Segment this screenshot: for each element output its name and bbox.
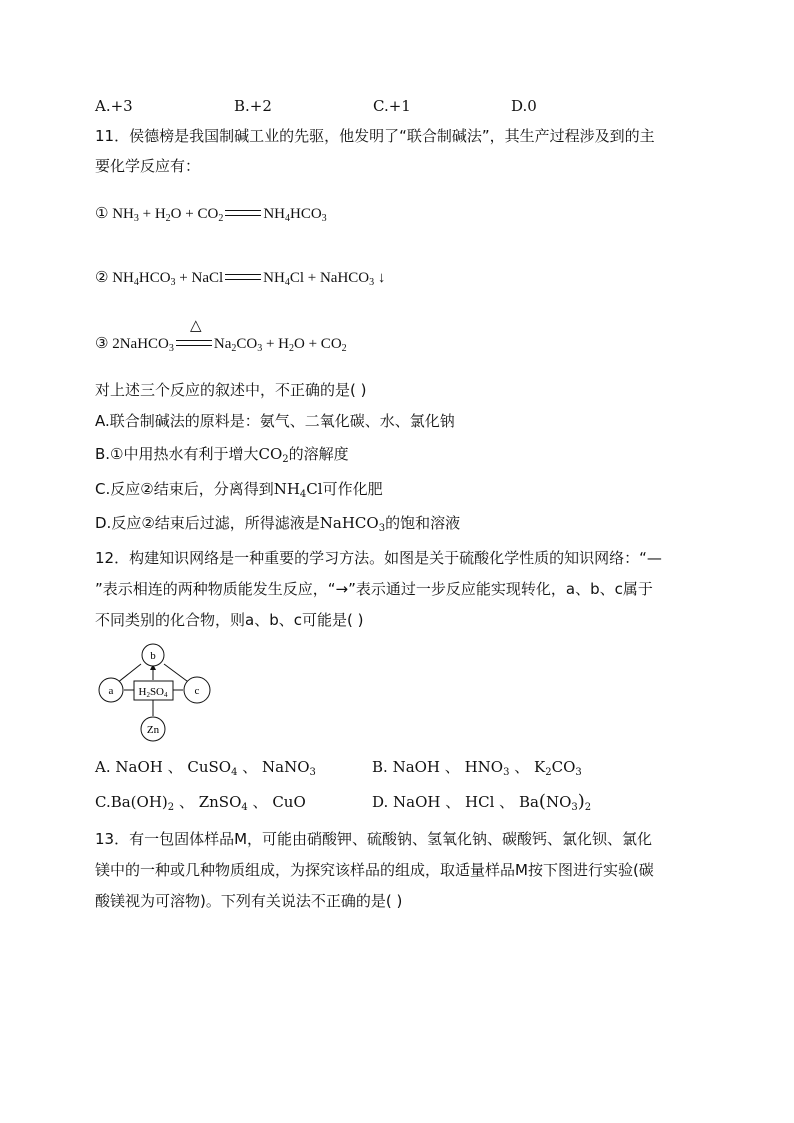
- heat-symbol: △: [190, 316, 202, 334]
- label-c: c: [194, 685, 200, 697]
- q12-line3: 不同类别的化合物，则a、b、c可能是( ): [95, 611, 364, 629]
- q11-line1: 11．侯德榜是我国制碱工业的先驱，他发明了“联合制碱法”，其生产过程涉及到的主: [95, 127, 655, 145]
- q12-option-a: A. NaOH 、 CuSO$_4$ 、 NaNO$_3$: [95, 758, 316, 778]
- q11-option-b-text: B.①中用热水有利于增大: [95, 445, 259, 463]
- eq1-number: ①: [95, 204, 109, 222]
- q11-stem: 对上述三个反应的叙述中，不正确的是( ): [95, 381, 367, 399]
- q11-option-b: B.①中用热水有利于增大$CO_2$的溶解度: [95, 445, 349, 465]
- option-c-prev: C.+1: [373, 97, 411, 115]
- q11-option-c-text2: 可作化肥: [322, 480, 383, 498]
- option-b-prev: B.+2: [234, 97, 272, 115]
- q11-option-d: D.反应②结束后过滤，所得滤液是NaHCO$_3$的饱和溶液: [95, 514, 461, 534]
- separator: 、: [242, 758, 258, 776]
- q11-line2: 要化学反应有：: [95, 157, 201, 175]
- h2so4-network-diagram: [93, 640, 218, 745]
- equals-sign: [225, 274, 261, 280]
- q12-option-c: $C.Ba(OH)_2$ 、 ZnSO$_4$ 、 CuO: [95, 793, 306, 813]
- q13-line2: 镁中的一种或几种物质组成，为探究该样品的组成，取适量样品M按下图进行实验(碳: [95, 861, 654, 879]
- q11-option-d-text: D.反应②结束后过滤，所得滤液是: [95, 514, 320, 532]
- eq2-number: ②: [95, 268, 109, 286]
- q13-line1: 13．有一包固体样品M，可能由硝酸钾、硫酸钠、氢氧化钠、碳酸钙、氯化钡、氯化: [95, 830, 653, 848]
- q12-line1: 12．构建知识网络是一种重要的学习方法。如图是关于硫酸化学性质的知识网络：“—: [95, 549, 662, 567]
- separator: 、: [514, 758, 530, 776]
- label-a: a: [108, 685, 114, 697]
- label-b: b: [150, 650, 156, 662]
- label-zn: Zn: [146, 724, 160, 736]
- q12-option-d: D. NaOH 、 HCl 、 $Ba(NO_3)_2$: [372, 791, 592, 813]
- q13-line3: 酸镁视为可溶物)。下列有关说法不正确的是( ): [95, 892, 403, 910]
- separator: 、: [445, 793, 461, 811]
- q11-option-d-text2: 的饱和溶液: [385, 514, 461, 532]
- option-d-prev: D.0: [511, 97, 537, 115]
- equation-3: ③ 2NaHCO$_3$ $Na_2CO_3 + H_2O + CO_2$: [95, 334, 347, 354]
- equals-sign: [225, 210, 261, 216]
- eq3-number: ③: [95, 334, 109, 352]
- separator: 、: [252, 793, 268, 811]
- q12-option-c-label: C.: [95, 793, 111, 811]
- option-a-prev: A.+3: [95, 97, 133, 115]
- separator: 、: [167, 758, 183, 776]
- q12-option-d-label: D.: [372, 793, 389, 811]
- q11-option-c-text: C.反应②结束后，分离得到: [95, 480, 274, 498]
- equation-1: ① $NH_3 + H_2O + CO_2$ $NH_4HCO_3$: [95, 204, 327, 224]
- separator: 、: [444, 758, 460, 776]
- label-h2so4: H2SO4: [138, 686, 168, 699]
- q11-option-b-text2: 的溶解度: [288, 445, 349, 463]
- q12-option-b: B. NaOH 、 $HNO_3$ 、 $K_2CO_3$: [372, 758, 582, 778]
- q12-option-b-label: B.: [372, 758, 388, 776]
- separator: 、: [499, 793, 515, 811]
- equation-2: ② $NH_4HCO_3$ + NaCl $NH_4Cl$ + NaHCO$_3$ ↓: [95, 268, 386, 288]
- separator: 、: [178, 793, 194, 811]
- q11-option-c: C.反应②结束后，分离得到$NH_4Cl$可作化肥: [95, 480, 383, 500]
- equals-sign: [176, 340, 212, 346]
- q11-option-a: A.联合制碱法的原料是：氨气、二氧化碳、水、氯化钠: [95, 412, 455, 430]
- q12-line2: ”表示相连的两种物质能发生反应，“→”表示通过一步反应能实现转化，a、b、c属于: [95, 580, 653, 598]
- q12-option-a-label: A.: [95, 758, 111, 776]
